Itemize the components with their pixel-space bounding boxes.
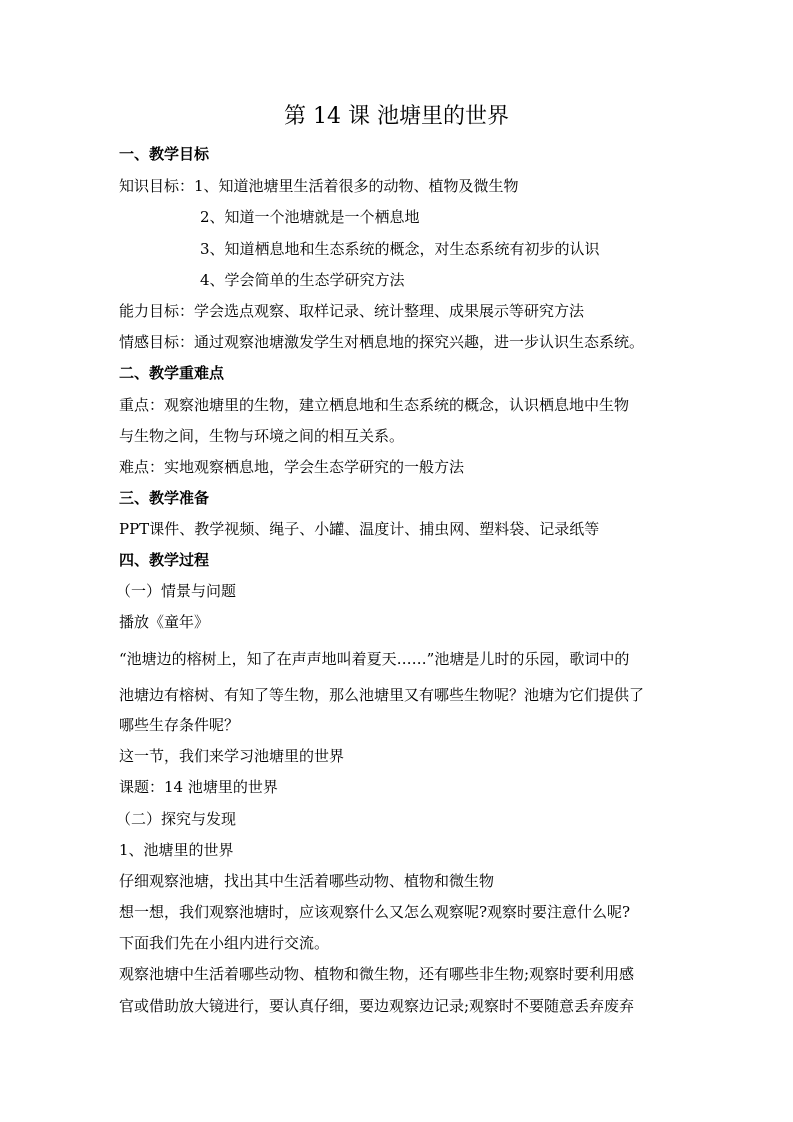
heading-teaching-process: 四、教学过程	[119, 551, 210, 569]
knowledge-goal-item-2: 2、知道一个池塘就是一个栖息地	[200, 208, 420, 226]
quote-line-2: 池塘边有榕树、有知了等生物，那么池塘里又有哪些生物呢？池塘为它们提供了	[119, 686, 645, 704]
emotion-goal: 情感目标：通过观察池塘激发学生对栖息地的探究兴趣，进一步认识生态系统。	[119, 333, 645, 351]
process-part-2-title: （二）探究与发现	[116, 810, 237, 828]
answer-line-1: 观察池塘中生活着哪些动物、植物和微生物，还有哪些非生物;观察时要利用感	[119, 965, 635, 983]
key-point-line-1: 重点：观察池塘里的生物，建立栖息地和生态系统的概念，认识栖息地中生物	[119, 396, 630, 414]
ability-goal: 能力目标：学会选点观察、取样记录、统计整理、成果展示等研究方法	[119, 302, 585, 320]
intro-line: 这一节，我们来学习池塘里的世界	[119, 747, 345, 765]
process-part-1-title: （一）情景与问题	[116, 582, 237, 600]
knowledge-goal-line-1	[119, 175, 519, 197]
knowledge-goal-item-4: 4、学会简单的生态学研究方法	[200, 271, 405, 289]
think-line-1: 想一想，我们观察池塘时，应该观察什么又怎么观察呢?观察时要注意什么呢?	[119, 903, 631, 921]
difficult-point: 难点：实地观察栖息地，学会生态学研究的一般方法	[119, 458, 465, 476]
lesson-title: 第 14 课 池塘里的世界	[284, 104, 509, 129]
think-line-2: 下面我们先在小组内进行交流。	[119, 934, 330, 952]
heading-teaching-goals: 一、教学目标	[119, 145, 210, 163]
observe-instruction: 仔细观察池塘，找出其中生活着哪些动物、植物和微生物	[119, 872, 495, 890]
topic-line: 课题：14 池塘里的世界	[119, 778, 278, 796]
key-point-line-2: 与生物之间，生物与环境之间的相互关系。	[119, 427, 405, 445]
heading-key-points: 二、教学重难点	[119, 364, 225, 382]
quote-line-3: 哪些生存条件呢？	[119, 716, 240, 734]
heading-preparation: 三、教学准备	[119, 489, 210, 507]
subsection-1-title: 1、池塘里的世界	[119, 841, 234, 859]
answer-line-2: 官或借助放大镜进行，要认真仔细，要边观察边记录;观察时不要随意丢弃废弃	[119, 997, 635, 1015]
preparation-items: PPT课件、教学视频、绳子、小罐、温度计、捕虫网、塑料袋、记录纸等	[119, 520, 600, 538]
knowledge-goal-label: 知识目标：	[119, 177, 195, 195]
knowledge-goal-item-1: 1、知道池塘里生活着很多的动物、植物及微生物	[194, 177, 519, 195]
play-song: 播放《童年》	[119, 613, 210, 631]
knowledge-goal-item-3: 3、知道栖息地和生态系统的概念，对生态系统有初步的认识	[200, 240, 600, 258]
quote-line-1: “池塘边的榕树上，知了在声声地叫着夏天……”池塘是儿时的乐园，歌词中的	[119, 650, 630, 668]
